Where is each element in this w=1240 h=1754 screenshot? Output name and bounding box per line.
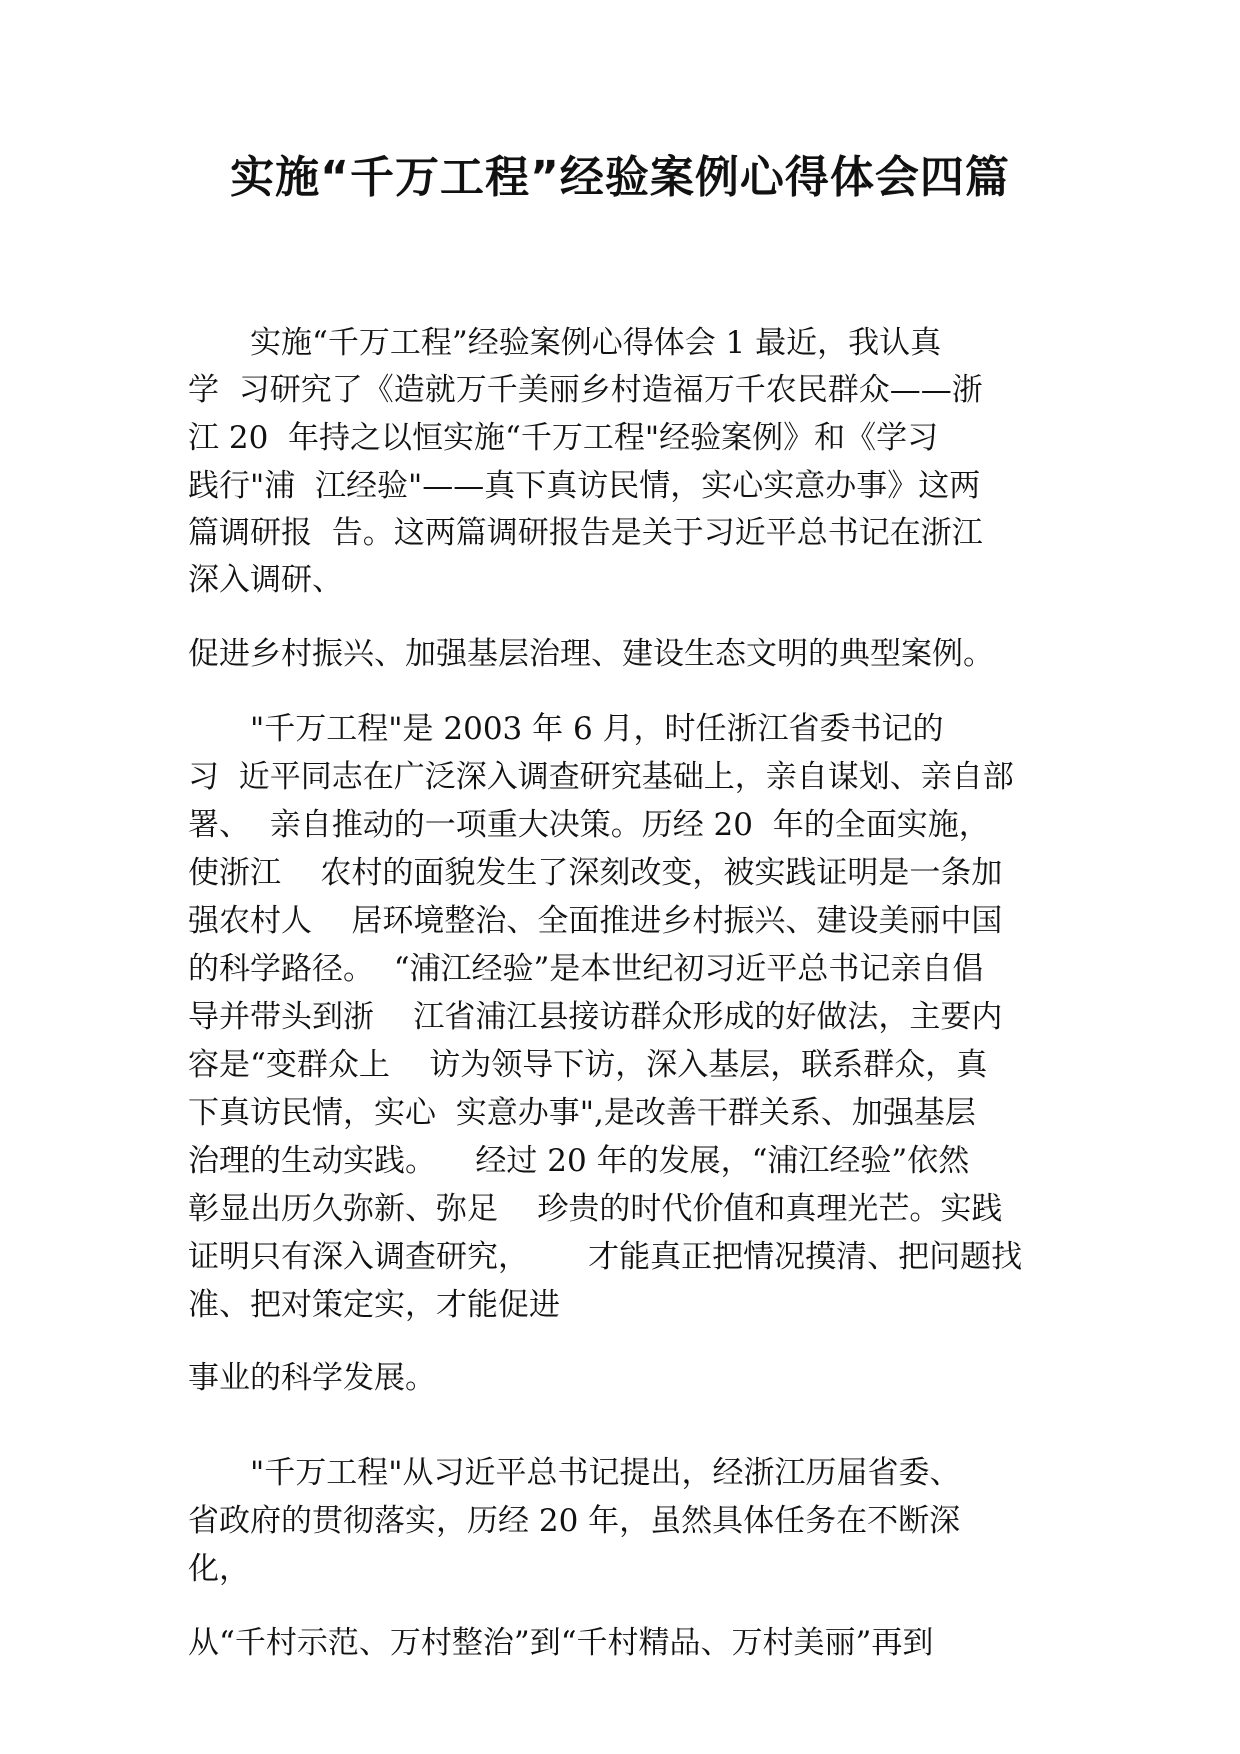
body-line: 的科学路径。 “浦江经验”是本世纪初习近平总书记亲自倡: [188, 951, 984, 987]
body-line: 省政府的贯彻落实，历经 20 年，虽然具体任务在不断深: [188, 1503, 961, 1539]
document-title: 实施“千万工程”经验案例心得体会四篇: [230, 152, 1010, 203]
body-line: 下真访民情，实心 实意办事",是改善干群关系、加强基层: [188, 1095, 976, 1131]
body-line: 习 近平同志在广泛深入调查研究基础上，亲自谋划、亲自部: [188, 759, 1014, 795]
body-line: 容是“变群众上 访为领导下访，深入基层，联系群众，真: [188, 1047, 988, 1083]
body-line: 证明只有深入调查研究， 才能真正把情况摸清、把问题找: [188, 1239, 1023, 1275]
body-line: 江 20 年持之以恒实施“千万工程"经验案例》和《学习: [188, 420, 939, 456]
body-line: 准、把对策定实，才能促进: [188, 1287, 560, 1323]
body-line: "千万工程"是 2003 年 6 月，时任浙江省委书记的: [188, 711, 944, 747]
body-line: 学 习研究了《造就万千美丽乡村造福万千农民群众——浙: [188, 372, 983, 408]
body-line: 从“千村示范、万村整治”到“千村精品、万村美丽”再到: [188, 1625, 934, 1661]
body-line: 化，: [188, 1551, 250, 1587]
body-line: 治理的生动实践。 经过 20 年的发展，“浦江经验”依然: [188, 1143, 970, 1179]
body-line: 篇调研报 告。这两篇调研报告是关于习近平总书记在浙江: [188, 515, 983, 551]
body-line: 署、 亲自推动的一项重大决策。历经 20 年的全面实施，: [188, 807, 990, 843]
body-line: 强农村人 居环境整治、全面推进乡村振兴、建设美丽中国: [188, 903, 1003, 939]
body-line: 使浙江 农村的面貌发生了深刻改变，被实践证明是一条加: [188, 855, 1003, 891]
body-line: 事业的科学发展。: [188, 1360, 436, 1396]
body-line: "千万工程"从习近平总书记提出，经浙江历届省委、: [188, 1455, 961, 1491]
body-line: 践行"浦 江经验"——真下真访民情，实心实意办事》这两: [188, 468, 981, 504]
body-line: 深入调研、: [188, 562, 343, 598]
body-line: 彰显出历久弥新、弥足 珍贵的时代价值和真理光芒。实践: [188, 1191, 1003, 1227]
body-line: 促进乡村振兴、加强基层治理、建设生态文明的典型案例。: [188, 636, 994, 672]
body-line: 实施“千万工程”经验案例心得体会 1 最近，我认真: [188, 325, 942, 361]
body-line: 导并带头到浙 江省浦江县接访群众形成的好做法，主要内: [188, 999, 1003, 1035]
